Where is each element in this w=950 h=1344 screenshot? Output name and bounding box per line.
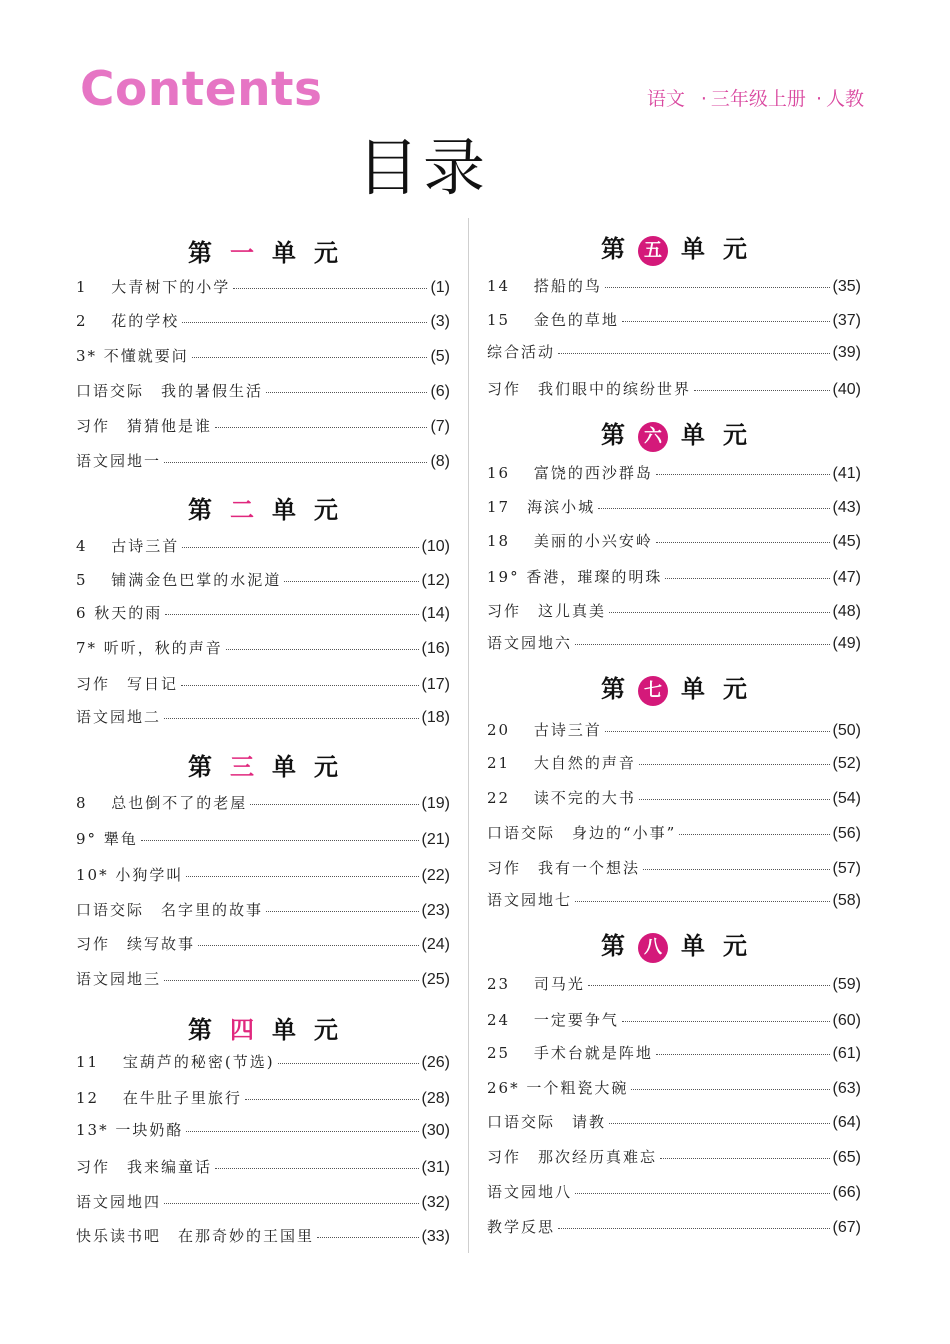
toc-entry[interactable]: [76, 379, 450, 403]
publisher-label: 人教: [825, 88, 864, 110]
subject-label: 语文: [646, 88, 685, 110]
dot-leader: [643, 857, 830, 870]
dot-leader: [622, 309, 830, 322]
toc-entry-title: 6 秋天的雨: [76, 604, 163, 622]
toc-entry-page: (50): [832, 722, 861, 739]
toc-entry[interactable]: [487, 1145, 861, 1169]
toc-entry[interactable]: [487, 1008, 861, 1032]
toc-entry[interactable]: [487, 274, 861, 298]
toc-entry-title: 习作 续写故事: [76, 935, 196, 953]
unit-suffix-char: 单: [681, 931, 705, 960]
toc-entry[interactable]: [76, 636, 450, 660]
toc-entry-page: (6): [430, 383, 450, 400]
dot-leader: [164, 706, 419, 719]
book-meta: 语文 · 三年级上册 · 人教: [646, 88, 864, 110]
dot-leader: [233, 276, 427, 289]
toc-entry-title: 25 手术台就是阵地: [487, 1044, 653, 1062]
toc-entry-page: (21): [421, 831, 450, 848]
toc-entry-title: 12 在牛肚子里旅行: [76, 1089, 242, 1107]
unit-prefix: 第: [188, 238, 212, 267]
unit-heading: [487, 929, 861, 963]
dot-leader: [609, 600, 830, 613]
toc-entry-title: 9° 犟龟: [76, 830, 138, 848]
toc-entry[interactable]: [76, 863, 450, 887]
toc-entry-title: 2 花的学校: [76, 312, 180, 330]
toc-entry-page: (22): [421, 867, 450, 884]
dot-leader: [660, 1146, 830, 1159]
toc-entry-page: (30): [421, 1122, 450, 1139]
toc-entry-title: 11 宝葫芦的秘密(节选): [76, 1053, 275, 1071]
toc-entry-title: 习作 我有一个想法: [487, 859, 641, 877]
toc-entry[interactable]: [487, 631, 861, 655]
unit-suffix-char: 元: [723, 931, 747, 960]
unit-suffix-char: 单: [272, 238, 296, 267]
toc-entry[interactable]: [487, 377, 861, 401]
unit-prefix: 第: [188, 1015, 212, 1044]
toc-entry[interactable]: [487, 786, 861, 810]
toc-entry[interactable]: [487, 565, 861, 589]
unit-number: 四: [230, 1015, 254, 1044]
toc-entry-title: 19° 香港，璀璨的明珠: [487, 568, 663, 586]
toc-entry-title: 习作 这儿真美: [487, 602, 607, 620]
toc-entry-title: 口语交际 身边的“小事”: [487, 824, 677, 842]
dot-leader: [605, 275, 830, 288]
toc-entry[interactable]: [76, 705, 450, 729]
toc-entry[interactable]: [76, 449, 450, 473]
toc-entry[interactable]: [487, 856, 861, 880]
toc-entry-page: (16): [421, 640, 450, 657]
toc-entry-title: 22 读不完的大书: [487, 789, 636, 807]
unit-suffix-char: 元: [314, 238, 338, 267]
unit-suffix-char: 单: [272, 1015, 296, 1044]
toc-entry-title: 13* 一块奶酪: [76, 1121, 184, 1139]
toc-entry-page: (32): [421, 1194, 450, 1211]
toc-entry-title: 语文园地二: [76, 708, 162, 726]
unit-heading: [487, 232, 861, 266]
dot-leader: [182, 535, 418, 548]
toc-entry-title: 综合活动: [487, 343, 556, 361]
dot-leader: [639, 787, 830, 800]
toc-entry-page: (10): [421, 538, 450, 555]
unit-prefix: 第: [601, 931, 625, 960]
toc-entry-title: 语文园地八: [487, 1183, 573, 1201]
toc-entry-page: (43): [832, 499, 861, 516]
dot-leader: [215, 415, 427, 428]
unit-heading: [487, 672, 861, 706]
unit-suffix-char: 元: [314, 752, 338, 781]
toc-entry-page: (25): [421, 971, 450, 988]
toc-entry-title: 23 司马光: [487, 975, 585, 993]
dot-leader: [284, 569, 418, 582]
toc-entry-page: (3): [430, 313, 450, 330]
toc-entry-title: 17 海滨小城: [487, 498, 596, 516]
toc-entry[interactable]: [487, 1180, 861, 1204]
dot-leader: [245, 1087, 419, 1100]
toc-entry-page: (65): [832, 1149, 861, 1166]
toc-entry[interactable]: [76, 275, 450, 299]
dot-leader: [164, 1191, 419, 1204]
toc-entry-page: (45): [832, 533, 861, 550]
toc-entry-title: 语文园地三: [76, 970, 162, 988]
unit-prefix: 第: [601, 234, 625, 263]
unit-heading: [76, 493, 450, 527]
unit-number: 三: [230, 752, 254, 781]
toc-entry-title: 习作 写日记: [76, 675, 179, 693]
dot-leader: [598, 496, 829, 509]
toc-entry[interactable]: [487, 599, 861, 623]
toc-entry[interactable]: [487, 1110, 861, 1134]
toc-entry-page: (17): [421, 676, 450, 693]
dot-leader: [588, 973, 830, 986]
toc-entry-title: 24 一定要争气: [487, 1011, 619, 1029]
toc-entry-page: (61): [832, 1045, 861, 1062]
toc-entry[interactable]: [76, 534, 450, 558]
dot-leader: [182, 310, 427, 323]
toc-entry-title: 习作 我来编童话: [76, 1158, 213, 1176]
toc-entry-page: (26): [421, 1054, 450, 1071]
toc-entry-page: (18): [421, 709, 450, 726]
toc-entry-title: 8 总也倒不了的老屋: [76, 794, 248, 812]
toc-entry-page: (59): [832, 976, 861, 993]
grade-label: 三年级上册: [710, 88, 806, 110]
unit-suffix-char: 单: [272, 752, 296, 781]
toc-entry-page: (8): [430, 453, 450, 470]
toc-entry[interactable]: [487, 461, 861, 485]
dot-leader: [609, 1111, 830, 1124]
unit-prefix: 第: [188, 752, 212, 781]
toc-entry[interactable]: [487, 529, 861, 553]
unit-number: 六: [638, 422, 668, 452]
toc-entry[interactable]: [76, 1155, 450, 1179]
toc-entry-page: (60): [832, 1012, 861, 1029]
toc-entry-title: 口语交际 我的暑假生活: [76, 382, 264, 400]
toc-entry-page: (63): [832, 1080, 861, 1097]
dot-leader: [266, 380, 427, 393]
dot-leader: [186, 864, 418, 877]
toc-entry[interactable]: [487, 1041, 861, 1065]
toc-entry-title: 26* 一个粗瓷大碗: [487, 1079, 629, 1097]
unit-number: 二: [230, 495, 254, 524]
toc-entry[interactable]: [487, 972, 861, 996]
dot-leader: [226, 637, 419, 650]
toc-entry-page: (47): [832, 569, 861, 586]
dot-leader: [215, 1156, 419, 1169]
toc-entry[interactable]: [76, 601, 450, 625]
dot-leader: [575, 632, 830, 645]
unit-prefix: 第: [188, 495, 212, 524]
dot-leader: [679, 822, 829, 835]
toc-entry-title: 15 金色的草地: [487, 311, 619, 329]
unit-suffix-char: 元: [723, 674, 747, 703]
toc-entry-title: 10* 小狗学叫: [76, 866, 184, 884]
toc-entry[interactable]: [487, 751, 861, 775]
unit-suffix-char: 单: [681, 674, 705, 703]
unit-suffix-char: 单: [681, 420, 705, 449]
toc-entry[interactable]: [487, 340, 861, 364]
dot-leader: [558, 1216, 830, 1229]
dot-leader: [558, 341, 830, 354]
unit-number: 八: [638, 933, 668, 963]
unit-suffix-char: 元: [723, 420, 747, 449]
toc-entry-page: (64): [832, 1114, 861, 1131]
toc-entry-page: (14): [421, 605, 450, 622]
toc-entry-page: (52): [832, 755, 861, 772]
toc-entry[interactable]: [76, 898, 450, 922]
dot-leader: [656, 1042, 830, 1055]
toc-entry-title: 14 搭船的鸟: [487, 277, 602, 295]
toc-entry[interactable]: [76, 1050, 450, 1074]
toc-entry-title: 习作 我们眼中的缤纷世界: [487, 380, 692, 398]
toc-entry-title: 习作 那次经历真难忘: [487, 1148, 658, 1166]
toc-entry-page: (37): [832, 312, 861, 329]
toc-entry-title: 18 美丽的小兴安岭: [487, 532, 653, 550]
toc-entry[interactable]: [487, 888, 861, 912]
toc-entry[interactable]: [76, 1224, 450, 1248]
toc-entry-title: 20 古诗三首: [487, 721, 602, 739]
toc-entry-page: (40): [832, 381, 861, 398]
unit-heading: [76, 236, 450, 270]
toc-entry[interactable]: [487, 1076, 861, 1100]
dot-leader: [656, 530, 830, 543]
toc-entry-title: 语文园地四: [76, 1193, 162, 1211]
unit-heading: [76, 750, 450, 784]
toc-entry-title: 口语交际 请教: [487, 1113, 607, 1131]
toc-entry-title: 教学反思: [487, 1218, 556, 1236]
toc-entry-page: (49): [832, 635, 861, 652]
unit-suffix-char: 元: [723, 234, 747, 263]
toc-entry-page: (5): [430, 348, 450, 365]
toc-entry[interactable]: [76, 1118, 450, 1142]
toc-entry-title: 16 富饶的西沙群岛: [487, 464, 653, 482]
dot-leader: [694, 378, 830, 391]
unit-suffix-char: 元: [314, 495, 338, 524]
toc-entry-title: 3* 不懂就要问: [76, 347, 189, 365]
toc-entry[interactable]: [76, 791, 450, 815]
toc-entry-title: 口语交际 名字里的故事: [76, 901, 264, 919]
column-divider: [468, 218, 469, 1253]
toc-entry-page: (28): [421, 1090, 450, 1107]
toc-entry-page: (56): [832, 825, 861, 842]
toc-entry-page: (33): [421, 1228, 450, 1245]
toc-entry-page: (7): [430, 418, 450, 435]
dot-leader: [181, 673, 419, 686]
dot-leader: [164, 450, 427, 463]
dot-leader: [631, 1077, 829, 1090]
toc-entry-title: 习作 猜猜他是谁: [76, 417, 213, 435]
toc-entry-title: 4 古诗三首: [76, 537, 180, 555]
dot-leader: [141, 828, 419, 841]
toc-entry-page: (54): [832, 790, 861, 807]
toc-entry[interactable]: [487, 495, 861, 519]
dot-leader: [622, 1009, 830, 1022]
dot-leader: [266, 899, 419, 912]
toc-entry-page: (66): [832, 1184, 861, 1201]
dot-leader: [665, 566, 829, 579]
toc-entry-page: (35): [832, 278, 861, 295]
toc-entry[interactable]: [487, 308, 861, 332]
toc-entry[interactable]: [76, 967, 450, 991]
unit-prefix: 第: [601, 420, 625, 449]
toc-entry-page: (19): [421, 795, 450, 812]
unit-heading: [76, 1013, 450, 1047]
toc-entry-page: (31): [421, 1159, 450, 1176]
toc-entry[interactable]: [487, 718, 861, 742]
toc-entry-page: (48): [832, 603, 861, 620]
unit-prefix: 第: [601, 674, 625, 703]
dot-leader: [639, 752, 830, 765]
toc-entry-page: (57): [832, 860, 861, 877]
toc-entry[interactable]: [487, 1215, 861, 1239]
toc-entry-title: 7* 听听，秋的声音: [76, 639, 223, 657]
toc-entry[interactable]: [76, 414, 450, 438]
dot-leader: [192, 345, 428, 358]
dot-leader: [605, 719, 830, 732]
toc-entry[interactable]: [76, 672, 450, 696]
unit-suffix-char: 单: [272, 495, 296, 524]
dot-leader: [656, 462, 830, 475]
toc-entry[interactable]: [76, 309, 450, 333]
toc-entry-title: 快乐读书吧 在那奇妙的王国里: [76, 1227, 315, 1245]
toc-entry-title: 5 铺满金色巴掌的水泥道: [76, 571, 282, 589]
toc-entry-title: 1 大青树下的小学: [76, 278, 231, 296]
toc-entry-title: 语文园地六: [487, 634, 573, 652]
toc-entry-page: (1): [430, 279, 450, 296]
toc-entry-page: (39): [832, 344, 861, 361]
toc-entry-page: (23): [421, 902, 450, 919]
toc-entry[interactable]: [76, 1086, 450, 1110]
dot-leader: [575, 889, 830, 902]
unit-suffix-char: 单: [681, 234, 705, 263]
toc-entry-page: (24): [421, 936, 450, 953]
toc-entry-page: (41): [832, 465, 861, 482]
dot-leader: [575, 1181, 830, 1194]
toc-entry[interactable]: [76, 344, 450, 368]
dot-leader: [164, 968, 419, 981]
dot-leader: [186, 1119, 418, 1132]
unit-number: 七: [638, 676, 668, 706]
toc-entry-title: 语文园地七: [487, 891, 573, 909]
toc-entry[interactable]: [76, 1190, 450, 1214]
unit-number: 五: [638, 236, 668, 266]
dot-leader: [165, 602, 418, 615]
toc-entry[interactable]: [76, 568, 450, 592]
unit-suffix-char: 元: [314, 1015, 338, 1044]
unit-number: 一: [230, 238, 254, 267]
dot-leader: [250, 792, 418, 805]
toc-entry-page: (67): [832, 1219, 861, 1236]
page-title: 目录: [357, 131, 490, 204]
toc-entry[interactable]: [487, 821, 861, 845]
contents-heading: Contents: [80, 62, 323, 117]
toc-entry-title: 21 大自然的声音: [487, 754, 636, 772]
dot-leader: [317, 1225, 419, 1238]
dot-leader: [198, 933, 419, 946]
toc-entry[interactable]: [76, 827, 450, 851]
toc-entry[interactable]: [76, 932, 450, 956]
unit-heading: [487, 418, 861, 452]
toc-entry-page: (58): [832, 892, 861, 909]
toc-entry-page: (12): [421, 572, 450, 589]
toc-entry-title: 语文园地一: [76, 452, 162, 470]
dot-leader: [278, 1051, 419, 1064]
